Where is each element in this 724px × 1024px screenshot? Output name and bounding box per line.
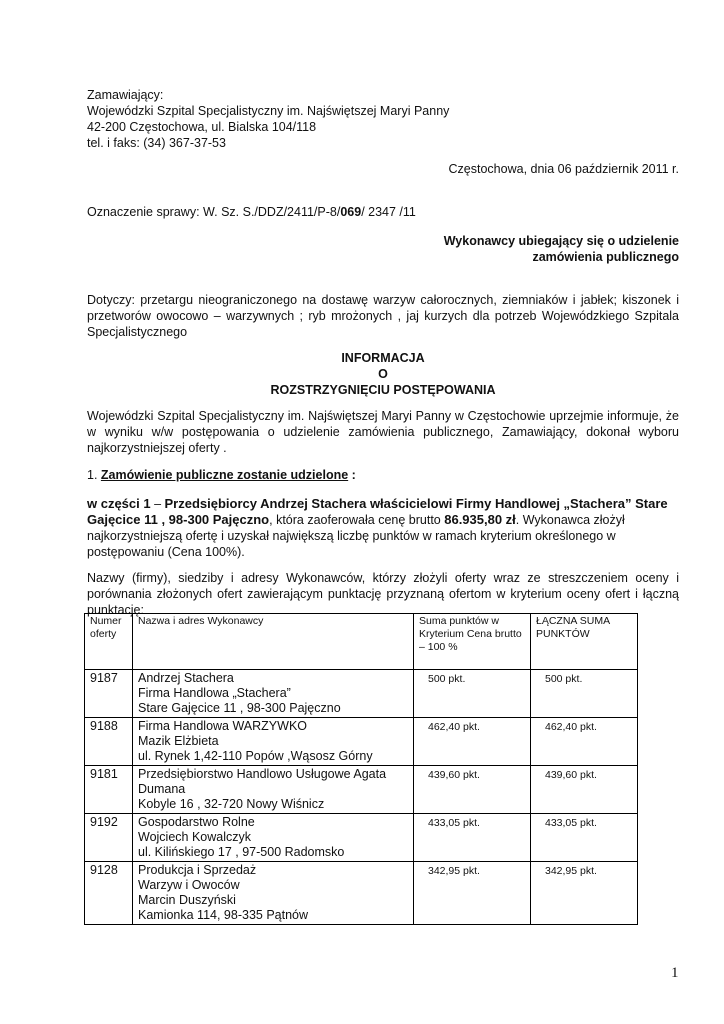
title-line: INFORMACJA bbox=[341, 351, 425, 365]
contractor-line: ul. Kilińskiego 17 , 97-500 Radomsko bbox=[138, 845, 345, 859]
offer-total: 342,95 pkt. bbox=[531, 862, 638, 925]
contractor-cell bbox=[133, 862, 414, 925]
contractor-cell bbox=[133, 670, 414, 718]
offer-number: 9188 bbox=[85, 718, 133, 766]
page-number: 1 bbox=[671, 965, 679, 981]
offer-number: 9181 bbox=[85, 766, 133, 814]
award-text: , która zaoferowała cenę brutto bbox=[269, 513, 445, 527]
offer-score: 342,95 pkt. bbox=[414, 862, 531, 925]
table-row bbox=[85, 766, 638, 814]
section-number: 1. bbox=[87, 468, 101, 482]
section-colon: : bbox=[348, 468, 356, 482]
award-contractor: Przedsiębiorcy Andrzej Stachera właścicielowi Firmy Handlowej „Stachera” Stare Gajęcice 11 , 98-300 Pajęczno bbox=[87, 496, 668, 527]
contractor-line: Wojciech Kowalczyk bbox=[138, 830, 252, 844]
case-reference bbox=[87, 204, 679, 220]
section-title: Zamówienie publiczne zostanie udzielone bbox=[100, 468, 349, 482]
header-total: ŁĄCZNA SUMA PUNKTÓW bbox=[531, 614, 638, 670]
addressee-line: zamówienia publicznego bbox=[532, 250, 679, 264]
contractor-line: Marcin Duszyński bbox=[138, 893, 236, 907]
contractor-line: Kamionka 114, 98-335 Pątnów bbox=[138, 908, 309, 922]
contracting-authority bbox=[87, 87, 679, 151]
offers-table bbox=[84, 613, 638, 925]
table-row bbox=[85, 670, 638, 718]
award-dash: – bbox=[150, 497, 165, 511]
contractor-line: Przedsiębiorstwo Handlowo Usługowe Agata Dumana bbox=[138, 767, 387, 796]
offer-score: 439,60 pkt. bbox=[414, 766, 531, 814]
header-line: Zamawiający: bbox=[87, 88, 164, 102]
title-line: ROZSTRZYGNIĘCIU POSTĘPOWANIA bbox=[270, 383, 496, 397]
summary-intro: Nazwy (firmy), siedziby i adresy Wykonawców, którzy złożyli oferty wraz ze streszczeniem oceny i porównania złożonych ofert zawierającym punktację przyznaną ofertom w kryterium oceny ofert i łączną punktację: bbox=[87, 571, 679, 617]
contractor-cell bbox=[133, 766, 414, 814]
offer-number: 9128 bbox=[85, 862, 133, 925]
case-ref-suffix: / 2347 /11 bbox=[361, 205, 416, 219]
title-line: O bbox=[378, 367, 388, 381]
offer-number: 9187 bbox=[85, 670, 133, 718]
header-line: 42-200 Częstochowa, ul. Bialska 104/118 bbox=[87, 120, 317, 134]
addressee-line: Wykonawcy ubiegający się o udzielenie bbox=[443, 234, 679, 248]
header-line: Wojewódzki Szpital Specjalistyczny im. Najświętszej Maryi Panny bbox=[87, 104, 450, 118]
contractor-cell bbox=[133, 814, 414, 862]
contractor-line: Gospodarstwo Rolne bbox=[138, 815, 255, 829]
contractor-line: Warzyw i Owoców bbox=[138, 878, 240, 892]
offer-total: 500 pkt. bbox=[531, 670, 638, 718]
offer-score: 462,40 pkt. bbox=[414, 718, 531, 766]
offer-number: 9192 bbox=[85, 814, 133, 862]
offer-total: 433,05 pkt. bbox=[531, 814, 638, 862]
table-header-row bbox=[85, 614, 638, 670]
case-ref-number: 069 bbox=[340, 205, 362, 219]
case-ref-prefix: Oznaczenie sprawy: W. Sz. S./DDZ/2411/P-8/ bbox=[87, 205, 341, 219]
table-row bbox=[85, 862, 638, 925]
header-line: tel. i faks: (34) 367-37-53 bbox=[87, 136, 226, 150]
contractor-line: Stare Gajęcice 11 , 98-300 Pajęczno bbox=[138, 701, 341, 715]
contractor-line: Firma Handlowa WARZYWKO bbox=[138, 719, 308, 733]
intro-paragraph: Wojewódzki Szpital Specjalistyczny im. Najświętszej Maryi Panny w Częstochowie uprzejmie informuje, że w wyniku w/w postępowania o udzielenie zamówienia publicznego, Zamawiający, dokonał wyboru najkorzystniejszej oferty . bbox=[87, 409, 679, 455]
contractor-cell bbox=[133, 718, 414, 766]
award-price: 86.935,80 zł bbox=[444, 512, 516, 527]
offer-score: 500 pkt. bbox=[414, 670, 531, 718]
document-date: Częstochowa, dnia 06 październik 2011 r. bbox=[448, 162, 679, 176]
table-row bbox=[85, 814, 638, 862]
offer-total: 439,60 pkt. bbox=[531, 766, 638, 814]
offer-total: 462,40 pkt. bbox=[531, 718, 638, 766]
table-row bbox=[85, 718, 638, 766]
contractor-line: ul. Rynek 1,42-110 Popów ,Wąsosz Górny bbox=[138, 749, 373, 763]
section-heading bbox=[87, 467, 679, 483]
contractor-line: Kobyle 16 , 32-720 Nowy Wiśnicz bbox=[138, 797, 325, 811]
award-part: w części 1 bbox=[87, 496, 151, 511]
contractor-line: Andrzej Stachera bbox=[138, 671, 234, 685]
subject-paragraph: Dotyczy: przetargu nieograniczonego na dostawę warzyw całorocznych, ziemniaków i jabłek; kiszonek i przetworów owocowo – warzywnych ; ryb mrożonych , jaj kurzych dla potrzeb Wojewódzkiego Szpitala Specjalistycznego bbox=[87, 293, 679, 339]
addressee bbox=[87, 233, 679, 265]
header-score: Suma punktów w Kryterium Cena brutto – 100 % bbox=[414, 614, 531, 670]
contractor-line: Mazik Elżbieta bbox=[138, 734, 219, 748]
document-title bbox=[87, 350, 679, 398]
award-text-2: . Wykonawca złożył najkorzystniejszą ofertę i uzyskał największą liczbę punktów w ramach kryterium określonego w postępowaniu (Cena 100%). bbox=[87, 513, 625, 559]
header-name: Nazwa i adres Wykonawcy bbox=[133, 614, 414, 670]
award-paragraph bbox=[87, 496, 679, 560]
contractor-line: Produkcja i Sprzedaż bbox=[138, 863, 257, 877]
header-number: Numer oferty bbox=[85, 614, 133, 670]
contractor-line: Firma Handlowa „Stachera” bbox=[138, 686, 291, 700]
offer-score: 433,05 pkt. bbox=[414, 814, 531, 862]
